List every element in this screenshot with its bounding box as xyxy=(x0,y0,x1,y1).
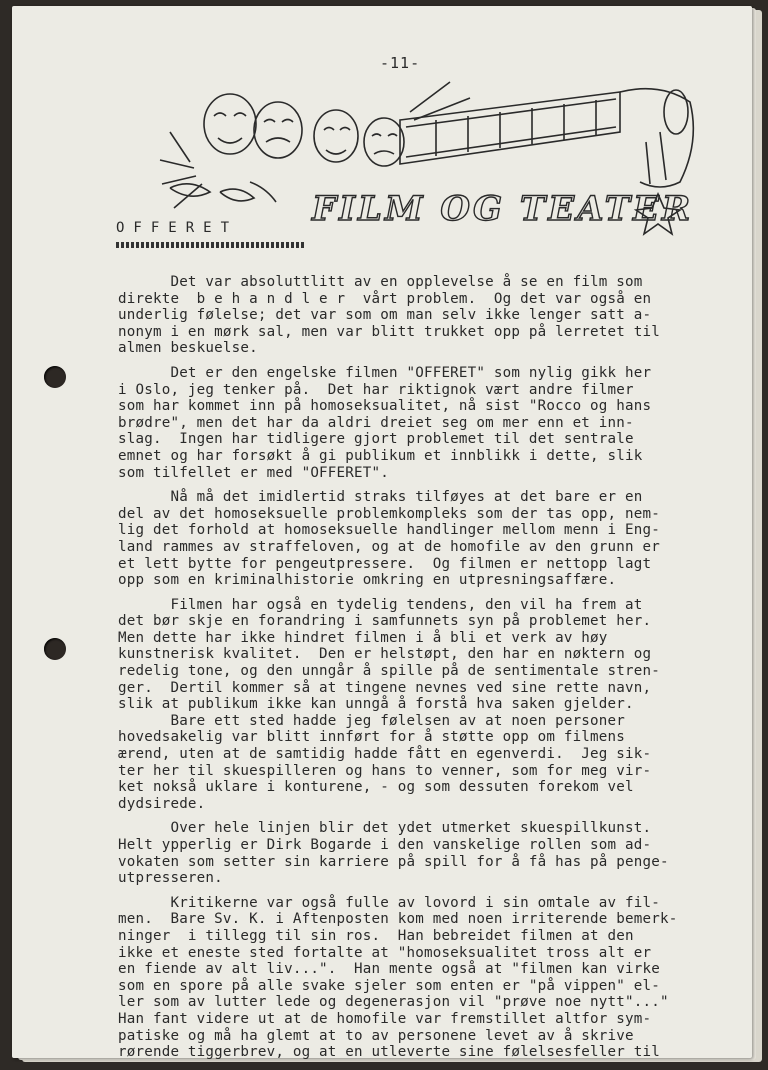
text-line: vokaten som setter sin karriere på spill for å få has på penge- xyxy=(118,853,669,870)
text-line: Men dette har ikke hindret filmen i å bli et verk av høy xyxy=(118,629,608,646)
article-body xyxy=(118,274,698,1061)
text-line: utpresseren. xyxy=(118,870,223,887)
text-line: ninger i tillegg til sin ros. Han bebreidet filmen at den xyxy=(118,927,634,944)
text-line: slik at publikum ikke kan unngå å forstå hva saken gjelder. xyxy=(118,696,634,713)
text-line: direkte b e h a n d l e r vårt problem. Og det var også en xyxy=(118,290,652,307)
text-line: ikke et eneste sted fortalte at "homoseksualitet tross alt er xyxy=(118,944,652,961)
text-line: nonym i en mørk sal, men var blitt trukket opp på lerretet til xyxy=(118,323,660,340)
paragraph-gap xyxy=(118,357,698,365)
text-line: redelig tone, og den unngår å spille på de sentimentale stren- xyxy=(118,663,660,680)
punch-hole-bottom xyxy=(44,638,66,660)
text-line: en fiende av alt liv...". Han mente også at "filmen kan virke xyxy=(118,961,660,978)
banner-title: FILM OG TEATER xyxy=(312,189,694,229)
film-reel-icon xyxy=(620,89,693,187)
text-line: ket nokså uklare i konturene, - og som dessuten forekom vel xyxy=(118,779,634,796)
text-line: Filmen har også en tydelig tendens, den vil ha frem at xyxy=(118,596,643,613)
text-line: patiske og må ha glemt at to av personene levet av å skrive xyxy=(118,1027,634,1044)
page-number: -11- xyxy=(380,54,421,72)
text-line: rørende tiggerbrev, og at en utleverte sine følelsesfeller til xyxy=(118,1044,660,1061)
text-line: som har kommet inn på homoseksualitet, nå sist "Rocco og hans xyxy=(118,398,652,415)
text-line: dydsirede. xyxy=(118,795,206,812)
text-line: almen beskuelse. xyxy=(118,340,258,357)
text-line: brødre", men det har da aldri dreiet seg om mer enn et inn- xyxy=(118,414,634,431)
text-line: i Oslo, jeg tenker på. Det har riktignok vært andre filmer xyxy=(118,381,634,398)
text-line: opp som en kriminalhistorie omkring en utpresningsaffære. xyxy=(118,572,617,589)
text-line: det bør skje en forandring i samfunnets syn på problemet her. xyxy=(118,613,652,630)
text-line: del av det homoseksuelle problemkompleks som der tas opp, nem- xyxy=(118,505,660,522)
paragraph xyxy=(118,820,698,886)
text-line: Over hele linjen blir det ydet utmerket skuespillkunst. xyxy=(118,820,652,837)
theatre-mask-icon xyxy=(364,118,404,166)
text-line: underlig følelse; det var som om man selv ikke lenger satt a- xyxy=(118,307,652,324)
text-line: Det er den engelske filmen "OFFERET" som nylig gikk her xyxy=(118,364,652,381)
text-line: Det var absoluttlitt av en opplevelse å se en film som xyxy=(118,274,643,290)
paragraph-gap xyxy=(118,812,698,820)
film-og-teater-banner-illustration xyxy=(150,72,710,240)
text-line: hovedsakelig var blitt innført for å støtte opp om filmens xyxy=(118,729,626,746)
text-line: Helt ypperlig er Dirk Bogarde i den vanskelige rollen som ad- xyxy=(118,837,652,853)
text-line: slag. Ingen har tidligere gjort problemet til det sentrale xyxy=(118,431,634,448)
theatre-mask-icon xyxy=(254,102,302,158)
text-line: Han fant videre ut at de homofile var fremstillet altfor sym- xyxy=(118,1010,652,1027)
paragraph-gap xyxy=(118,887,698,895)
text-line: Nå må det imidlertid straks tilføyes at det bare er en xyxy=(118,489,643,506)
text-line: kunstnerisk kvalitet. Den er helstøpt, den har en nøktern og xyxy=(118,646,652,663)
section-underline xyxy=(116,242,306,248)
text-line: et lett bytte for pengeutpressere. Og filmen er nettopp lagt xyxy=(118,555,652,572)
paragraph xyxy=(118,365,698,481)
paragraph xyxy=(118,895,698,1061)
text-line: Bare ett sted hadde jeg følelsen av at noen personer xyxy=(118,712,626,729)
text-line: ter her til skuespilleren og hans to venner, som for meg vir- xyxy=(118,762,652,779)
paragraph-gap xyxy=(118,481,698,489)
section-title: OFFERET xyxy=(116,220,239,236)
text-line: Kritikerne var også fulle av lovord i sin omtale av fil- xyxy=(118,894,660,911)
text-line: lig det forhold at homoseksuelle handlinger mellom menn i Eng- xyxy=(118,522,660,539)
text-line: men. Bare Sv. K. i Aftenposten kom med noen irriterende bemerk- xyxy=(118,911,678,928)
paragraph xyxy=(118,597,698,813)
paragraph-gap xyxy=(118,589,698,597)
theatre-mask-icon xyxy=(204,94,256,154)
paragraph xyxy=(118,489,698,589)
text-line: som en spore på alle svake sjeler som enten er "på vippen" el- xyxy=(118,977,660,994)
text-line: ger. Dertil kommer så at tingene nevnes ved sine rette navn, xyxy=(118,679,652,696)
text-line: ærend, uten at de samtidig hadde fått en egenverdi. Jeg sik- xyxy=(118,746,652,763)
paragraph xyxy=(118,274,698,357)
text-line: emnet og har forsøkt å gi publikum et innblikk i dette, slik xyxy=(118,447,643,464)
text-line: ler som av lutter lede og degenerasjon vil "prøve noe nytt"..." xyxy=(118,994,669,1011)
document-page xyxy=(12,6,752,1061)
punch-hole-top xyxy=(44,366,66,388)
text-line: land rammes av straffeloven, og at de homofile av den grunn er xyxy=(118,538,660,555)
text-line: som tilfellet er med "OFFERET". xyxy=(118,464,389,481)
